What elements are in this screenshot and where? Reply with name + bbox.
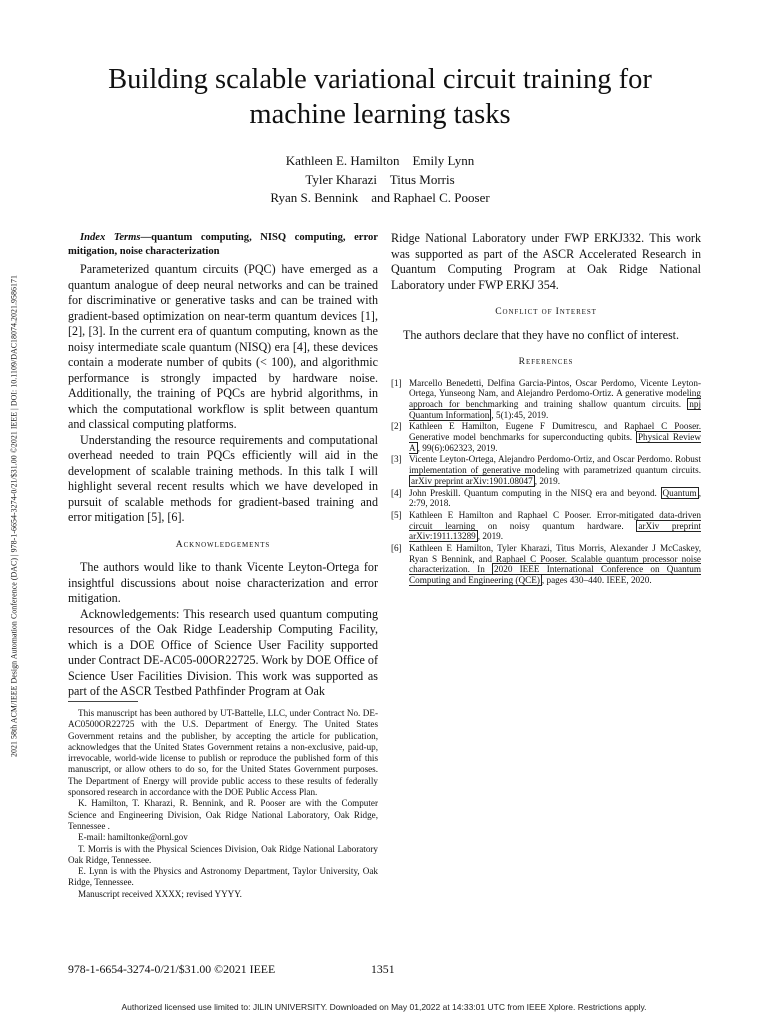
- right-column: [391, 231, 701, 587]
- footnote-affiliation: T. Morris is with the Physical Sciences Division, Oak Ridge National Laboratory Oak Ridge, Tennessee.: [68, 843, 378, 865]
- body-paragraph-2: Understanding the resource requirements and computational overhead needed to train PQCs efficiently will aid in the development of scalable training methods. In this talk I will highlight several recent results which we have developed in pursuit of scalable methods for gradient-based training and error mitigation [5], [6].: [68, 432, 378, 524]
- footnote-copyright: This manuscript has been authored by UT-Battelle, LLC, under Contract No. DE-AC0500OR22725 with the U.S. Department of Energy. The United States Government retains and the publisher, by accepting the article for publication, acknowledges that the United States Government retains a non-exclusive, paid-up, irrevocable, world-wide license to publish or reproduce the published form of this manuscript, or allow others to do so, for the United States Government purposes. The Department of Energy will provide public access to these results of federally sponsored research in accordance with the DOE Public Access Plan.: [68, 708, 378, 798]
- author-line: Kathleen E. Hamilton Emily Lynn: [285, 153, 475, 168]
- conflict-heading: Conflict of Interest: [495, 306, 597, 317]
- references-heading: References: [518, 356, 574, 367]
- index-terms-label: Index Terms: [80, 232, 141, 243]
- footnote-affiliation: E. Lynn is with the Physics and Astronomy Department, Taylor University, Oak Ridge, Tennessee.: [68, 866, 378, 888]
- author-line: Ryan S. Bennink and Raphael C. Pooser: [270, 190, 490, 205]
- acknowledgements-paragraph-1: The authors would like to thank Vicente Leyton-Ortega for insightful discussions about noise characterization and error mitigation.: [68, 560, 378, 605]
- reference-number: [5]: [391, 509, 402, 520]
- footnote-affiliation: K. Hamilton, T. Kharazi, R. Bennink, and R. Pooser are with the Computer Science and Engineering Division, Oak Ridge National Laboratory, Oak Ridge, Tennessee .: [68, 798, 378, 831]
- body-paragraph-1: Parameterized quantum circuits (PQC) have emerged as a quantum analogue of deep neural networks and can be trained for discriminative or generative tasks and can be trained with gradient-based optimization on near-term quantum devices [1], [2], [3]. In the current era of quantum computing, known as the noisy intermediate scale quantum (NISQ) era [4], these devices contain a moderate number of qubits (< 100), and algorithmic performance is strongly impacted by hardware noise. Additionally, the training of PQCs are hybrid algorithms, in which the computational workflow is split between quantum and classical computing platforms.: [68, 262, 378, 431]
- reference-list: [391, 378, 701, 586]
- reference-number: [4]: [391, 487, 402, 498]
- reference-text: Vicente Leyton-Ortega, Alejandro Perdomo-Ortiz, and Oscar Perdomo. Robust implementation of generative modeling with parametrized quantum circuits. arXiv preprint arXiv:1901.08047 , 2019.: [409, 454, 701, 486]
- author-line: Tyler Kharazi Titus Morris: [305, 171, 455, 187]
- reference-item: [391, 488, 701, 509]
- index-terms-text: —quantum computing, NISQ computing, error mitigation, noise characterization: [68, 232, 378, 257]
- footnote-email: E-mail: hamiltonke@ornl.gov: [78, 832, 188, 843]
- reference-text: Kathleen E Hamilton and Raphael C Pooser. Error-mitigated data-driven circuit learning on noisy quantum hardware. arXiv preprint arXiv:1911.13289 , 2019.: [409, 509, 701, 542]
- sidebar-citation: 2021 58th ACM/IEEE Design Automation Conference (DAC) | 978-1-6654-3274-0/21/$31.00 ©2021 IEEE | DOI: 10.1109/DAC18074.2021.9586171: [9, 274, 19, 758]
- conflict-text: The authors declare that they have no conflict of interest.: [403, 327, 680, 342]
- footnote-rule: [68, 701, 138, 702]
- footnote-received: Manuscript received XXXX; revised YYYY.: [78, 888, 242, 899]
- conference-sidebar: [5, 200, 23, 832]
- reference-link[interactable]: 2020 IEEE International Conference on Quantum Computing and Engineering (QCE): [409, 564, 701, 586]
- author-list: [170, 152, 590, 208]
- reference-item: [391, 421, 701, 453]
- reference-text: Marcello Benedetti, Delfina Garcia-Pintos, Oscar Perdomo, Vicente Leyton-Ortega, Yunseong Nam, and Alejandro Perdomo-Ortiz. A generative modeling approach for benchmarking and training shallow quantum circuits. npj Quantum Information , 5(1):45, 2019.: [409, 377, 701, 420]
- acknowledgements-paragraph-2: Acknowledgements: This research used quantum computing resources of the Oak Ridge Leadership Computing Facility, which is a DOE Office of Science User Facility supported under Contract DE-AC05-00OR22725. Work by DOE Office of Science User Facilities Division. This work was supported as part of the ASCR Testbed Pathfinder Program at Oak: [68, 606, 378, 698]
- reference-link[interactable]: arXiv preprint arXiv:1901.08047: [411, 475, 533, 486]
- acknowledgements-heading: Acknowledgements: [175, 538, 271, 550]
- reference-link[interactable]: Physical Review A: [409, 432, 701, 453]
- reference-item: [391, 543, 701, 586]
- reference-text: John Preskill. Quantum computing in the NISQ era and beyond. Quantum , 2:79, 2018.: [409, 487, 701, 509]
- reference-number: [3]: [391, 454, 402, 465]
- reference-text: Kathleen E Hamilton, Tyler Kharazi, Titus Morris, Alexander J McCaskey, Ryan S Bennink, and Raphael C Pooser. Scalable quantum processor noise characterization. In 2020 IEEE International Conference on Quantum Computing and Engineering (QCE) , pages 430–440. IEEE, 2020.: [409, 543, 701, 586]
- reference-item: [391, 510, 701, 542]
- reference-item: [391, 378, 701, 421]
- left-column: [68, 231, 378, 700]
- reference-text: Kathleen E Hamilton, Eugene F Dumitrescu, and Raphael C Pooser. Generative model benchmarks for superconducting qubits. Physical Review A , 99(6):062323, 2019.: [409, 421, 701, 453]
- acknowledgements-continued: Ridge National Laboratory under FWP ERKJ332. This work was supported as part of the ASCR Accelerated Research in Quantum Computing Program at Oak Ridge National Laboratory under FWP ERKJ 354.: [391, 231, 701, 292]
- index-terms: [68, 231, 378, 258]
- reference-number: [1]: [391, 377, 402, 388]
- footnote: [68, 708, 378, 900]
- download-notice: Authorized licensed use limited to: JILIN UNIVERSITY. Downloaded on May 01,2022 at 14:33:01 UTC from IEEE Xplore. Restrictions apply.: [121, 1002, 647, 1012]
- isbn-footer: 978-1-6654-3274-0/21/$31.00 ©2021 IEEE: [68, 962, 276, 976]
- reference-link[interactable]: arXiv preprint arXiv:1911.13289: [409, 520, 701, 542]
- paper-title: Building scalable variational circuit training for machine learning tasks: [108, 64, 652, 130]
- page-number: 1351: [371, 962, 395, 976]
- reference-number: [6]: [391, 543, 402, 554]
- reference-link[interactable]: Quantum: [662, 487, 697, 498]
- reference-item: [391, 454, 701, 486]
- reference-number: [2]: [391, 421, 402, 432]
- reference-link[interactable]: npj Quantum Information: [409, 398, 701, 420]
